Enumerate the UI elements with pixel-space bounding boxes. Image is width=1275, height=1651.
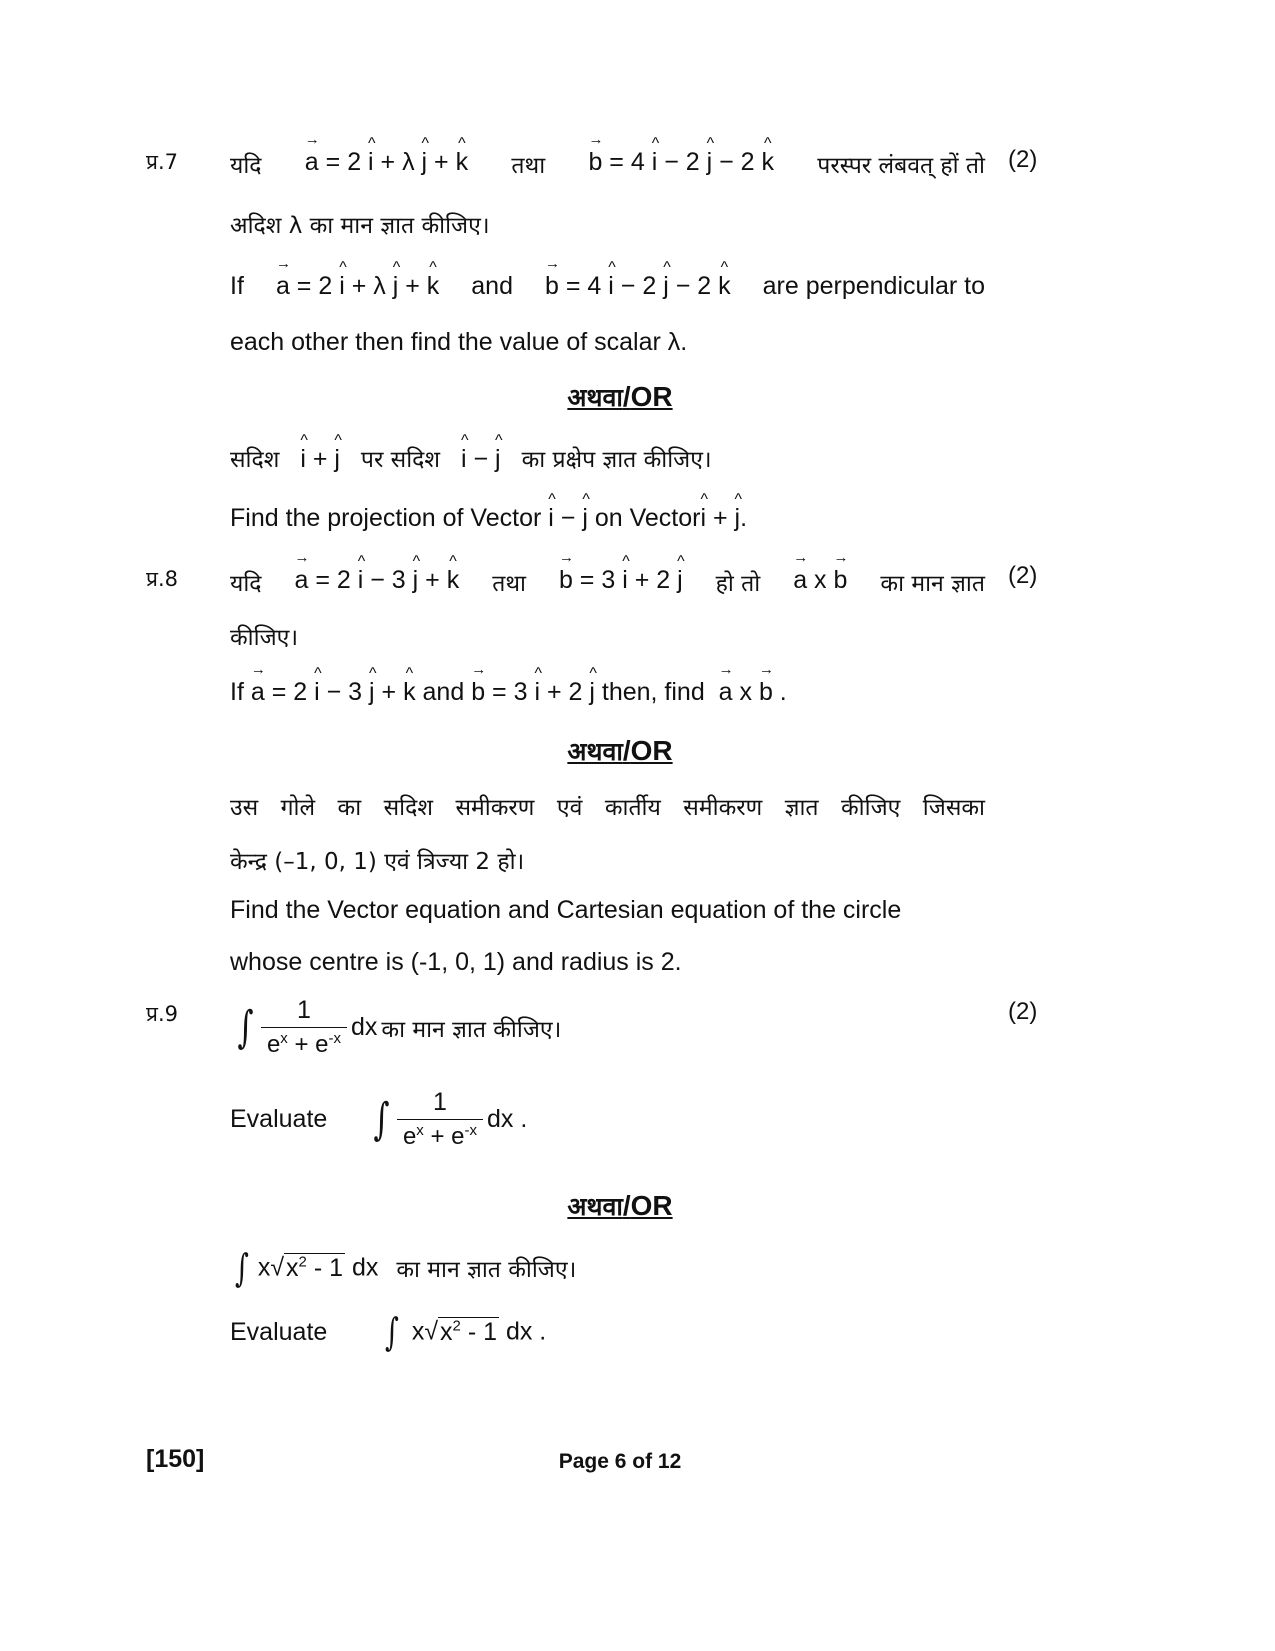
q8-alt-english-line1: Find the Vector equation and Cartesian equation of the circle — [230, 896, 902, 924]
q9-english-line: Evaluate ∫ $\frac{1}{e^x + e^{-x}}$ dx . — [230, 1088, 528, 1150]
or-english: OR — [630, 381, 673, 412]
or-separator: / — [622, 381, 631, 412]
or-hindi: अथवा — [567, 383, 623, 412]
q8-alt-hindi-line2: केन्द्र (–1, 0, 1) एवं त्रिज्या 2 हो। — [230, 849, 525, 875]
or-divider — [0, 734, 1240, 768]
q7-hindi-word: परस्पर लंबवत् हों तो — [817, 153, 985, 179]
or-separator: / — [622, 1190, 631, 1221]
or-english: OR — [630, 735, 673, 766]
vector-b-expression: → b = 3 ^ i + 2 ^ j — [559, 566, 683, 598]
paper-code: [150] — [146, 1445, 205, 1473]
or-hindi: अथवा — [567, 737, 623, 766]
q7-hindi-line2: अदिश λ का मान ज्ञात कीजिए। — [230, 213, 490, 239]
q8-english-word: and — [422, 678, 465, 706]
or-english: OR — [630, 1190, 673, 1221]
q8-english-line: If → a = 2 ^ i − 3 ^ j + ^ k and → b = 3 ^ i + 2 ^ j then, find → a x → b . — [230, 678, 787, 707]
page-number: Page 6 of 12 — [558, 1450, 682, 1473]
fraction: $\frac{1}{e^x + e^{-x}}$ — [397, 1088, 483, 1151]
or-divider — [0, 380, 1240, 414]
q8-alt-english-line2: whose centre is (-1, 0, 1) and radius is 2. — [230, 948, 682, 976]
q9-hindi-word: का मान ज्ञात कीजिए। — [381, 1016, 562, 1043]
integral-sign: ∫ — [237, 1002, 254, 1053]
q7-hindi-line1 — [230, 148, 985, 180]
question-marks: (2) — [1008, 562, 1038, 589]
q7-alt-english-word: on Vector — [594, 504, 701, 532]
q9-hindi-line: ∫ $\frac{1}{e^x + e^{-x}}$ dx का मान ज्ञात कीजिए। — [237, 996, 562, 1058]
q7-english-line1 — [230, 272, 985, 301]
q8-hindi-word: हो तो — [715, 571, 761, 597]
q7-alt-hindi-word: का प्रक्षेप ज्ञात कीजिए। — [521, 447, 712, 473]
vector-b-expression: → b = 4 ^ i − 2 ^ j − 2 ^ k — [588, 148, 774, 180]
q7-alt-hindi: सदिश ^ i + ^ j पर सदिश ^ i − ^ j का प्रक्षेप ज्ञात कीजिए। — [230, 442, 712, 474]
cross-product: → a x → b — [793, 566, 847, 598]
vector-a-expression: → a = 2 ^ i − 3 ^ j + ^ k — [295, 566, 460, 598]
question-marks: (2) — [1008, 146, 1038, 173]
q7-alt-hindi-word: पर सदिश — [360, 447, 441, 473]
integral-sign: ∫ — [373, 1094, 390, 1145]
or-hindi: अथवा — [567, 1192, 623, 1221]
q8-alt-hindi-line1: उस गोले का सदिश समीकरण एवं कार्तीय समीकरण ज्ञात कीजिए जिसका — [230, 795, 985, 821]
vector-b-expression: → b = 4 ^ i − 2 ^ j − 2 ^ k — [545, 272, 731, 301]
integral-sign: ∫ — [234, 1246, 249, 1290]
q7-alt-english-word: . — [740, 504, 748, 532]
q8-hindi-word: तथा — [492, 571, 526, 597]
q7-hindi-word: तथा — [511, 153, 546, 179]
q8-hindi-word: यदि — [230, 571, 262, 597]
q9-english-word: Evaluate — [230, 1105, 328, 1133]
vector-a-expression: → a = 2 ^ i + λ ^ j + ^ k — [305, 148, 468, 180]
q7-alt-english-word: Find the projection of Vector — [230, 504, 542, 532]
or-separator: / — [622, 735, 631, 766]
q8-hindi-line1 — [230, 566, 985, 598]
q8-english-word: If — [230, 678, 244, 706]
q7-english-line2: each other then find the value of scalar λ. — [230, 328, 688, 356]
integral-sign: ∫ — [384, 1310, 399, 1354]
q7-english-word: are perpendicular to — [762, 272, 985, 300]
question-number: प्र.7 — [146, 150, 178, 174]
q7-alt-hindi-word: सदिश — [230, 447, 280, 473]
q7-alt-english: Find the projection of Vector ^ i − ^ j on Vector^ i + ^ j. — [230, 504, 747, 533]
q8-hindi-word: का मान ज्ञात — [880, 571, 985, 597]
q9-alt-hindi-line: ∫ $x√x^2 - 1$ dx का मान ज्ञात कीजिए। — [234, 1246, 577, 1290]
q9-alt-english-line: Evaluate ∫ $x√x^2 - 1$ dx . — [230, 1310, 547, 1354]
q9-alt-english-word: Evaluate — [230, 1317, 328, 1346]
q8-hindi-line2: कीजिए। — [230, 625, 299, 651]
question-number: प्र.8 — [146, 567, 178, 591]
question-number: प्र.9 — [146, 1002, 178, 1026]
fraction: $\frac{1}{e^x + e^{-x}}$ — [261, 996, 347, 1059]
q7-hindi-word: यदि — [230, 153, 262, 179]
vector-a-expression: → a = 2 ^ i + λ ^ j + ^ k — [276, 272, 439, 301]
q9-alt-hindi-word: का मान ज्ञात कीजिए। — [396, 1257, 577, 1283]
q7-english-word: If — [230, 272, 244, 300]
question-marks: (2) — [1008, 998, 1038, 1025]
q8-english-word: then, find — [601, 678, 705, 706]
q7-english-word: and — [471, 272, 513, 300]
or-divider — [0, 1189, 1240, 1223]
